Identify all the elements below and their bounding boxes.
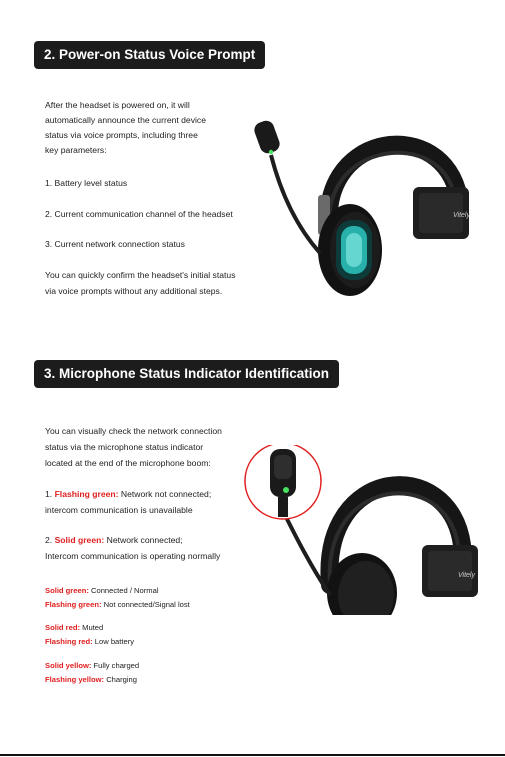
outro-line-1: You can quickly confirm the headset's initial status: [45, 270, 236, 280]
footer-rule: [0, 754, 505, 756]
legend-solid-green: Solid green: Connected / Normal: [45, 586, 159, 595]
legend-flashing-red: Flashing red: Low battery: [45, 637, 135, 646]
headset-image-2: [240, 445, 490, 615]
status-flashing-green-line-1: 1. Flashing green: Network not connected;: [45, 489, 212, 499]
status-solid-green-line-1: 2. Solid green: Network connected;: [45, 535, 183, 545]
intro-line-3: status via voice prompts, including three: [45, 130, 198, 140]
flashing-green-key: Flashing green:: [54, 489, 119, 499]
status-solid-green-line-2: Intercom communication is operating normally: [45, 551, 221, 561]
legend-solid-red: Solid red: Muted: [45, 623, 104, 632]
intro2-line-3: located at the end of the microphone boom:: [45, 458, 211, 468]
intro-line-4: key parameters:: [45, 145, 107, 155]
param-channel: 2. Current communication channel of the headset: [45, 209, 233, 219]
legend-flashing-green: Flashing green: Not connected/Signal lost: [45, 600, 190, 609]
headset-image-1: [235, 95, 485, 310]
intro-line-2: automatically announce the current device: [45, 115, 206, 125]
legend-flashing-yellow: Flashing yellow: Charging: [45, 675, 138, 684]
intro-line-1: After the headset is powered on, it will: [45, 100, 190, 110]
solid-green-key: Solid green:: [54, 535, 105, 545]
intro2-line-1: You can visually check the network connection: [45, 426, 222, 436]
section-heading-mic-indicator: 3. Microphone Status Indicator Identification: [34, 360, 339, 388]
brand-logo: Vitely: [453, 212, 470, 219]
param-network: 3. Current network connection status: [45, 239, 185, 249]
intro2-line-2: status via the microphone status indicator: [45, 442, 204, 452]
outro-line-2: via voice prompts without any additional steps.: [45, 286, 223, 296]
brand-logo-2: Vitely: [458, 572, 475, 579]
legend-solid-yellow: Solid yellow: Fully charged: [45, 661, 140, 670]
green-led-icon: [283, 487, 289, 493]
section-heading-power-on: 2. Power-on Status Voice Prompt: [34, 41, 265, 69]
param-battery: 1. Battery level status: [45, 178, 128, 188]
status-flashing-green-line-2: intercom communication is unavailable: [45, 505, 193, 515]
